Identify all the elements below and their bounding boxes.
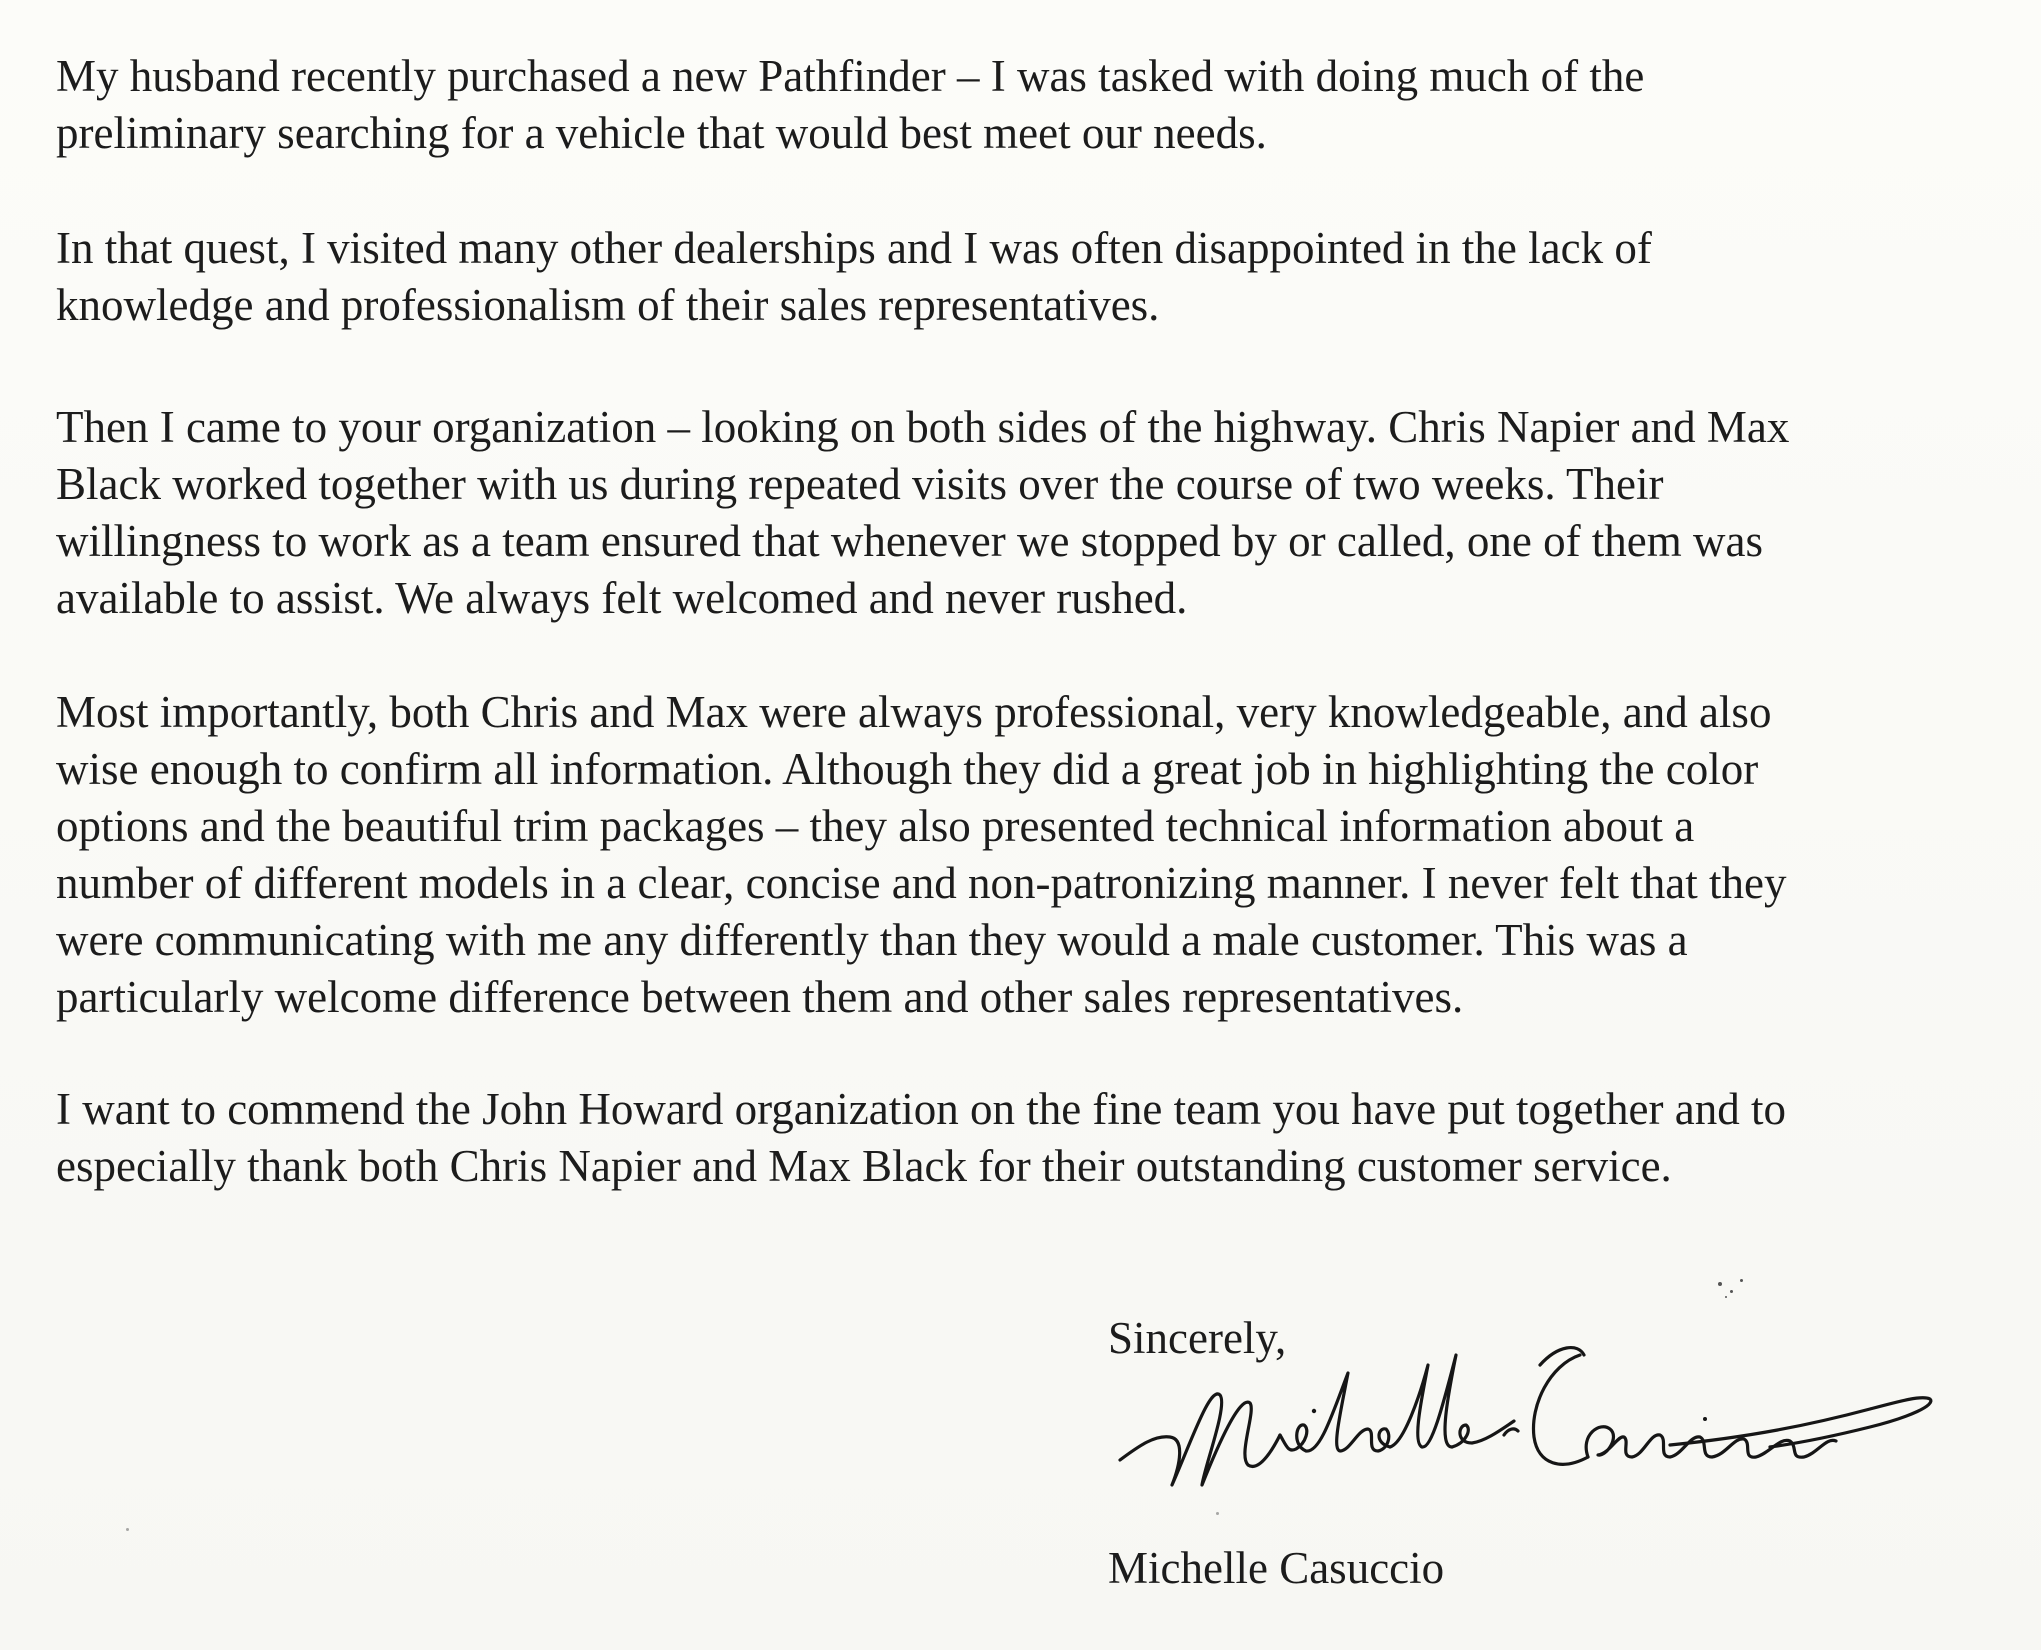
paragraph-line: available to assist. We always felt welcomed and never rushed.	[56, 573, 1188, 623]
paragraph-commendation	[56, 1081, 1786, 1195]
paragraph-line: wise enough to confirm all information. Although they did a great job in highlighting the color	[56, 744, 1759, 794]
scan-speck	[126, 1528, 129, 1531]
paragraph-team-visits	[56, 399, 1789, 627]
paragraph-purchase	[56, 48, 1644, 162]
paragraph-professionalism	[56, 684, 1786, 1026]
scan-speck	[1740, 1279, 1743, 1282]
scan-speck	[1730, 1290, 1733, 1293]
closing-salutation: Sincerely,	[1108, 1313, 1287, 1363]
paragraph-line: number of different models in a clear, concise and non-patronizing manner. I never felt that they	[56, 858, 1787, 908]
scan-speck	[1718, 1282, 1722, 1286]
paragraph-line: particularly welcome difference between them and other sales representatives.	[56, 972, 1464, 1022]
signer-name: Michelle Casuccio	[1108, 1543, 1445, 1593]
paragraph-line: Black worked together with us during repeated visits over the course of two weeks. Their	[56, 459, 1664, 509]
paragraph-line: I want to commend the John Howard organization on the fine team you have put together and to	[56, 1084, 1786, 1134]
paragraph-line: willingness to work as a team ensured that whenever we stopped by or called, one of them was	[56, 516, 1764, 566]
paragraph-line: especially thank both Chris Napier and Max Black for their outstanding customer service.	[56, 1141, 1672, 1191]
paragraph-line: In that quest, I visited many other dealerships and I was often disappointed in the lack of	[56, 223, 1652, 273]
paragraph-other-dealerships	[56, 220, 1652, 334]
paragraph-line: were communicating with me any differently than they would a male customer. This was a	[56, 915, 1688, 965]
paragraph-line: preliminary searching for a vehicle that would best meet our needs.	[56, 108, 1267, 158]
paragraph-line: My husband recently purchased a new Pathfinder – I was tasked with doing much of the	[56, 51, 1645, 101]
paragraph-line: Most importantly, both Chris and Max were always professional, very knowledgeable, and also	[56, 687, 1772, 737]
scan-speck	[1216, 1512, 1219, 1515]
scan-speck	[1725, 1296, 1727, 1298]
paragraph-line: options and the beautiful trim packages – they also presented technical information about a	[56, 801, 1695, 851]
paragraph-line: knowledge and professionalism of their sales representatives.	[56, 280, 1160, 330]
handwritten-signature	[1110, 1325, 1940, 1515]
paragraph-line: Then I came to your organization – looking on both sides of the highway. Chris Napier and Max	[56, 402, 1790, 452]
